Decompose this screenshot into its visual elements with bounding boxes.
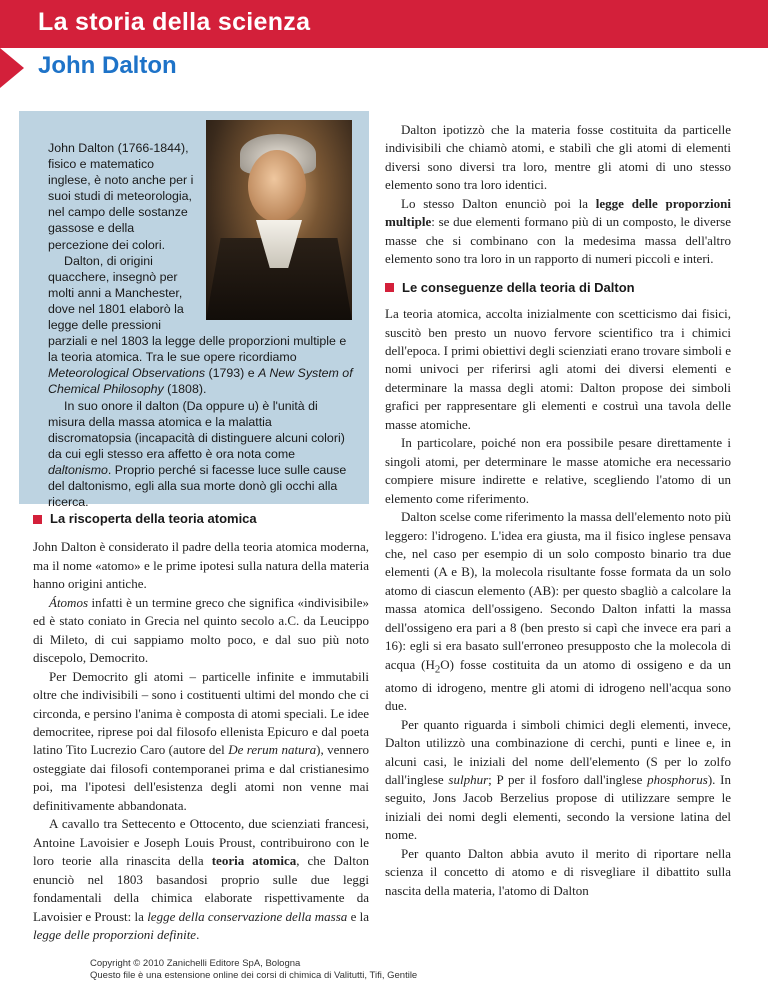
square-bullet-icon — [385, 283, 394, 292]
paragraph: Dalton scelse come riferimento la massa dell'elemento noto più leggero: l'idrogeno. L'idea era giusta, ma il fisico inglese pensava che, nel caso per esempio di un solo composto binario tra due elementi (A e B), la molecola risultante fosse formata da un solo atomo di ciascun elemento (AB): per questo sbagliò a calcolare la massa atomica dell'ossigeno. Secondo Dalton infatti la massa dell'ossigeno era pari a 8 (ben presto si capì che invece era pari a 16): egli si era basato sull'erroneo presupposto che la molecola di acqua $(H_2O)$ fosse costituita da un atomo di ossigeno e da un atomo di idrogeno, mentre gli atomi di idrogeno nell'acqua sono due. — [385, 509, 731, 714]
biography-text — [48, 140, 358, 510]
page-title: John Dalton — [38, 52, 177, 79]
section-heading: Le conseguenze della teoria di Dalton — [385, 279, 731, 297]
paragraph: A cavallo tra Settecento e Ottocento, due scienziati francesi, Antoine Lavoisier e Joseph Louis Proust, contribuirono con le loro teorie alla rinascita della teoria atomica, che Dalton enunciò nel 1803 basandosi proprio sulle due leggi fondamentali della chimica elaborate rispettivamente da Lavoisier e Proust: la legge della conservazione della massa e la legge delle proporzioni definite. — [33, 816, 369, 942]
bio-paragraph: John Dalton (1766-1844), fisico e matematico inglese, è noto anche per i suoi studi di meteorologia, nel campo delle sostanze gassose e della percezione dei colori. — [48, 141, 194, 252]
paragraph: John Dalton è considerato il padre della teoria atomica moderna, ma il nome «atomo» e le prime ipotesi sulla natura della materia hanno origini antiche. — [33, 539, 369, 592]
copyright-text: Copyright © 2010 Zanichelli Editore SpA, Bologna — [90, 958, 301, 969]
section-heading: La riscoperta della teoria atomica — [33, 510, 369, 528]
page-header — [0, 0, 768, 90]
paragraph: La teoria atomica, accolta inizialmente con scetticismo dai fisici, suscitò ben presto un nuovo fervore scientifico tra i chimici dell'epoca. I primi obiettivi degli scienziati erano trovare simboli e nomi univoci per riferirsi agli atomi dei diversi elementi e determinare la massa degli atomi: Dalton propose dei simboli grafici per rappresentare gli elementi e costruì una tavola delle masse atomiche. — [385, 306, 732, 432]
paragraph: In particolare, poiché non era possibile pesare direttamente i singoli atomi, per determinare le masse atomiche era necessario compiere misure indirette e relative, scegliendo l'atomo di un elemento come riferimento. — [385, 435, 731, 506]
footer-note: Questo file è una estensione online dei corsi di chimica di Valitutti, Tifi, Gentile — [90, 969, 418, 981]
bio-paragraph: Dalton, di origini quacchere, insegnò per molti anni a Manchester, dove nel 1801 elaborò la legge delle pressioni parziali e nel 1803 la legge delle proporzioni multiple e la teoria atomica. Tra le sue opere ricordiamo Meteorological Observations (1793) e A New System of Chemical Philosophy (1808). — [48, 253, 353, 397]
bio-paragraph: In suo onore il dalton (Da oppure u) è l'unità di misura della massa atomica e la malattia discromatopsia (incapacità di distinguere alcuni colori) da cui egli stesso era affetto è ora nota come daltonismo. Proprio perché si facesse luce sulle cause del daltonismo, egli alla sua morte donò gli occhi alla ricerca. — [48, 398, 347, 510]
arrow-marker-icon — [0, 48, 24, 88]
paragraph: Per quanto riguarda i simboli chimici degli elementi, invece, Dalton utilizzò una combinazione di cerchi, punti e linee e, in alcuni casi, le iniziali del nome dell'elemento (S per lo zolfo dall'inglese sulphur; P per il fosforo dall'inglese phosphorus). In seguito, Jons Jacob Berzelius propose di utilizzare sempre le iniziali dei nomi degli elementi, secondo la versione latina del nome. — [385, 716, 731, 843]
paragraph: Lo stesso Dalton enunciò poi la legge delle proporzioni multiple: se due elementi formano più di un composto, le diverse masse che si combinano con la medesima massa dell'altro elemento sono tra loro in un rapporto di numeri piccoli e interi. — [385, 195, 731, 267]
paragraph: Átomos infatti è un termine greco che significa «indivisibile» ed è stato coniato in Grecia nel quinto secolo a.C. da Leucippo di Mileto, di cui sappiamo molto poco, e dal suo più noto discepolo, Democrito. — [33, 594, 369, 666]
square-bullet-icon — [33, 515, 42, 524]
paragraph: Dalton ipotizzò che la materia fosse costituita da particelle indivisibili che chiamò atomi, e stabilì che gli atomi di elementi diversi sono diversi tra loro, mentre gli atomi di uno stesso elemento sono tra loro identici. — [385, 122, 731, 193]
paragraph: Per Democrito gli atomi – particelle infinite e immutabili oltre che indivisibili – sono i costituenti ultimi del mondo che ci circonda, e persino l'anima è composta di atomi speciali. Le idee democritee, riprese poi dal filosofo ellenista Epicuro e dal poeta latino Tito Lucrezio Caro (autore del De rerum natura), vennero osteggiate dai filosofi contemporanei prima e dal cristianesimo poi, ma l'ipotesi dell'esistenza degli atomi non venne mai definitivamente abbandonata. — [33, 668, 370, 813]
right-column — [385, 121, 731, 900]
left-column — [33, 510, 369, 944]
paragraph: Per quanto Dalton abbia avuto il merito di riportare nella scienza il concetto di atomo e di risvegliare il dibattito sulla nascita della materia, l'atomo di Dalton — [385, 845, 731, 898]
page-footer — [90, 958, 417, 981]
section-title: La storia della scienza — [38, 8, 311, 36]
